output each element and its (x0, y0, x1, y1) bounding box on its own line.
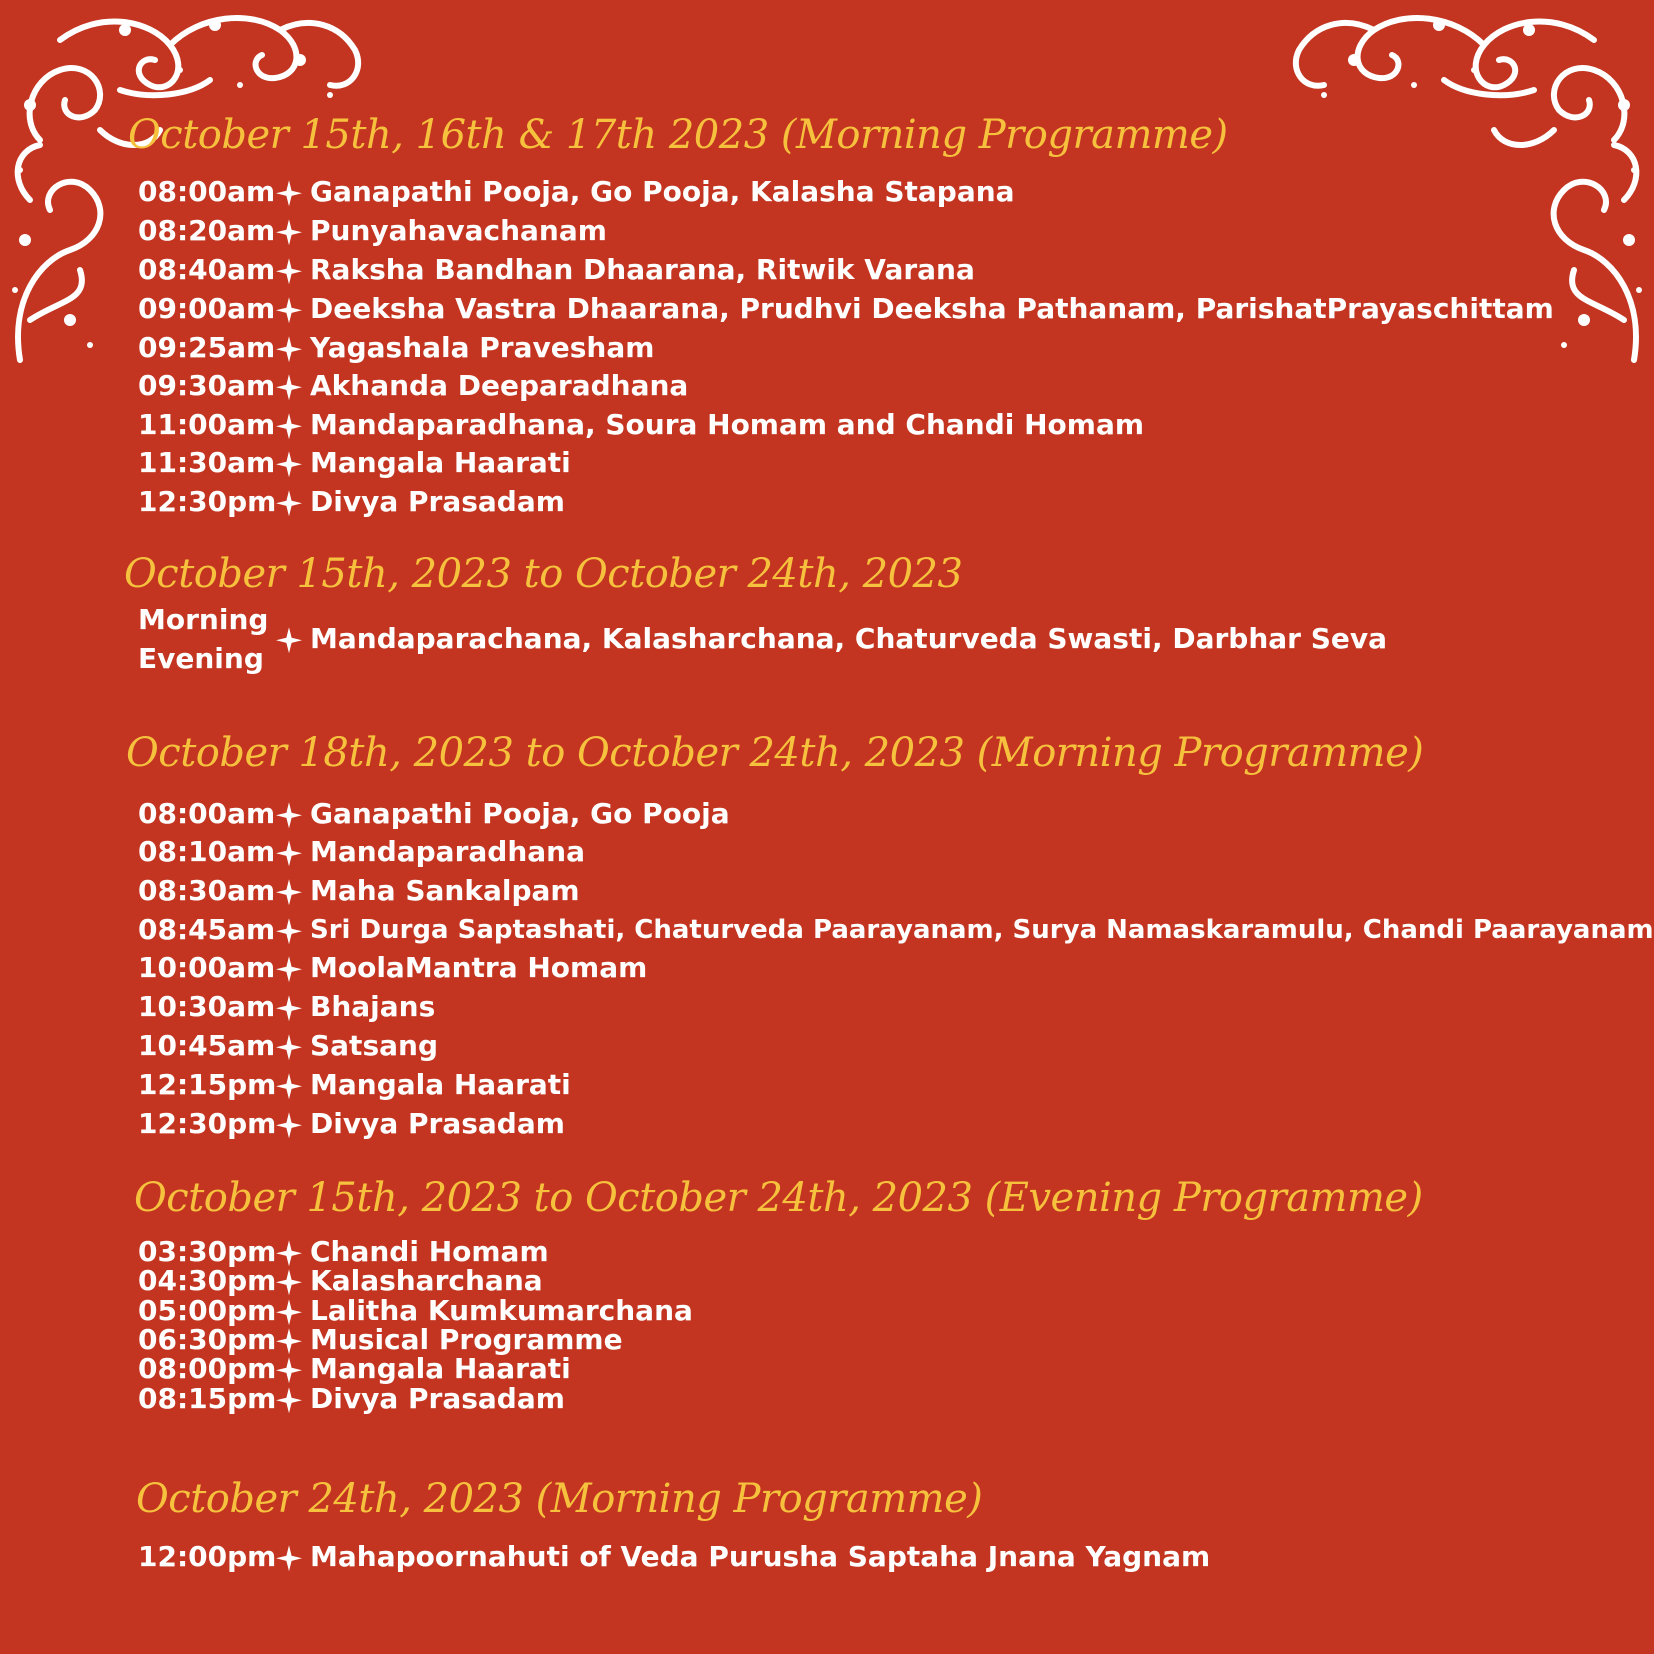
time-label: 08:00pm (138, 1352, 277, 1385)
sparkle-icon (276, 1034, 302, 1060)
sparkle-icon (276, 1545, 302, 1571)
time-label: 04:30pm (138, 1264, 277, 1297)
sparkle-icon (276, 1073, 302, 1099)
time-label: 08:10am (138, 835, 276, 868)
sparkle-icon (276, 995, 302, 1021)
session-morning-label: Morning (138, 603, 269, 636)
time-label: 08:15pm (138, 1382, 277, 1415)
time-label: 03:30pm (138, 1235, 277, 1268)
sparkle-icon (276, 1299, 302, 1325)
time-label: 08:30am (138, 874, 276, 907)
session-labels (138, 601, 268, 695)
time-label: 09:25am (138, 331, 276, 364)
sparkle-icon (276, 1112, 302, 1138)
section-heading: October 15th, 2023 to October 24th, 2023 (124, 551, 963, 597)
sparkle-icon (276, 258, 302, 284)
time-label: 09:00am (138, 292, 276, 325)
time-label: 08:45am (138, 913, 276, 946)
activity-label: Ganapathi Pooja, Go Pooja, Kalasha Stapana (310, 175, 1015, 208)
activity-label: Maha Sankalpam (310, 874, 580, 907)
sparkle-icon (276, 374, 302, 400)
sparkle-icon (276, 956, 302, 982)
time-label: 09:30am (138, 369, 276, 402)
sparkle-icon (276, 180, 302, 206)
time-label: 06:30pm (138, 1323, 277, 1356)
activity-label: Mandaparachana, Kalasharchana, Chaturveda Swasti, Darbhar Seva (310, 622, 1388, 655)
sparkle-icon (276, 879, 302, 905)
time-label: 12:00pm (138, 1540, 277, 1573)
activity-label: MoolaMantra Homam (310, 951, 648, 984)
sparkle-icon (276, 336, 302, 362)
activity-label: Mandaparadhana, Soura Homam and Chandi Homam (310, 408, 1145, 441)
activity-label: Divya Prasadam (310, 485, 565, 518)
sparkle-icon (276, 451, 302, 477)
sparkle-icon (276, 1328, 302, 1354)
activity-label: Bhajans (310, 990, 436, 1023)
activity-label: Akhanda Deeparadhana (310, 369, 689, 402)
activity-label: Mahapoornahuti of Veda Purusha Saptaha Jnana Yagnam (310, 1540, 1211, 1573)
sparkle-icon (276, 219, 302, 245)
time-label: 10:00am (138, 951, 276, 984)
sparkle-icon (276, 1240, 302, 1266)
time-label: 08:00am (138, 175, 276, 208)
activity-label: Chandi Homam (310, 1235, 549, 1268)
activity-label: Divya Prasadam (310, 1107, 565, 1140)
section-heading: October 18th, 2023 to October 24th, 2023 (Morning Programme) (126, 730, 1424, 776)
sparkle-icon (276, 1387, 302, 1413)
time-label: 12:30pm (138, 1107, 277, 1140)
activity-label: Ganapathi Pooja, Go Pooja (310, 797, 730, 830)
activity-label: Mangala Haarati (310, 1352, 571, 1385)
time-label: 11:00am (138, 408, 276, 441)
section-heading: October 15th, 2023 to October 24th, 2023 (Evening Programme) (134, 1175, 1423, 1221)
time-label: 12:30pm (138, 485, 277, 518)
activity-label: Divya Prasadam (310, 1382, 565, 1415)
sparkle-icon (276, 918, 302, 944)
time-label: 08:20am (138, 214, 276, 247)
sparkle-icon (276, 1269, 302, 1295)
time-label: 11:30am (138, 446, 276, 479)
activity-label: Punyahavachanam (310, 214, 607, 247)
activity-label: Deeksha Vastra Dhaarana, Prudhvi Deeksha Pathanam, ParishatPrayaschittam (310, 292, 1554, 325)
time-label: 10:45am (138, 1029, 276, 1062)
time-label: 12:15pm (138, 1068, 277, 1101)
activity-label: Sri Durga Saptashati, Chaturveda Paarayanam, Surya Namaskaramulu, Chandi Paarayanam (310, 915, 1654, 945)
activity-label: Yagashala Pravesham (310, 331, 655, 364)
time-label: 08:40am (138, 253, 276, 286)
activity-label: Mangala Haarati (310, 446, 571, 479)
sparkle-icon (276, 413, 302, 439)
sparkle-icon (276, 840, 302, 866)
sparkle-icon (276, 297, 302, 323)
session-evening-label: Evening (138, 642, 264, 675)
time-label: 05:00pm (138, 1294, 277, 1327)
activity-label: Lalitha Kumkumarchana (310, 1294, 693, 1327)
time-label: 10:30am (138, 990, 276, 1023)
activity-label: Mangala Haarati (310, 1068, 571, 1101)
sparkle-icon (276, 1357, 302, 1383)
sparkle-icon (276, 802, 302, 828)
sparkle-icon (276, 627, 302, 653)
activity-label: Raksha Bandhan Dhaarana, Ritwik Varana (310, 253, 975, 286)
activity-label: Kalasharchana (310, 1264, 543, 1297)
time-label: 08:00am (138, 797, 276, 830)
activity-label: Mandaparadhana (310, 835, 585, 868)
sparkle-icon (276, 490, 302, 516)
activity-label: Satsang (310, 1029, 438, 1062)
section-heading: October 15th, 16th & 17th 2023 (Morning Programme) (128, 112, 1228, 158)
activity-label: Musical Programme (310, 1323, 623, 1356)
section-heading: October 24th, 2023 (Morning Programme) (136, 1476, 983, 1522)
